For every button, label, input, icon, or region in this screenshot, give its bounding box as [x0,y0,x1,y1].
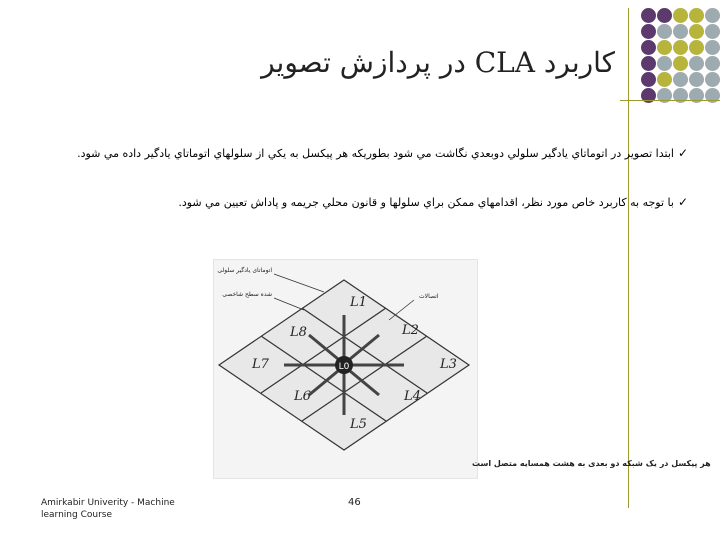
decorative-dot [657,56,672,71]
label-connections: اتصالات [419,293,439,300]
bullet-1 [28,143,688,164]
bullet-2-text: با توجه به کاربرد خاص مورد نظر، اقدامهاي ممکن براي سلولها و قانون محلي جريمه و پاداش تعيين مي شود. [178,196,674,209]
checkmark-icon: ✓ [677,146,688,160]
cell-label-l3: L3 [440,357,457,372]
callout-right [389,300,414,320]
cell-label-l6: L6 [294,389,311,404]
decorative-dot [673,24,688,39]
decorative-dot [657,24,672,39]
decorative-dot [673,56,688,71]
decorative-dot [689,24,704,39]
footer-course: Amirkabir Univerity - Machine learning Course [41,498,175,520]
decorative-horizontal-line [620,100,720,101]
cla-grid-diagram [214,260,711,478]
figure-caption: هر پیکسل در یک شبکه دو بعدی به هشت همسایه متصل است [472,459,711,468]
slide-title: کاربرد CLA در پردازش تصویر [261,46,615,79]
decorative-dot [705,56,720,71]
cell-label-l8: L8 [290,325,307,340]
cell-label-l2: L2 [402,323,419,338]
decorative-dot [673,40,688,55]
decorative-dot [641,8,656,23]
decorative-vertical-line [628,8,629,508]
bullet-2 [28,192,688,213]
decorative-dot [673,72,688,87]
cell-label-l1: L1 [350,295,367,310]
callout-top [274,274,324,292]
decorative-dot [689,56,704,71]
decorative-dot [689,8,704,23]
decorative-dot [657,40,672,55]
callout-mid [274,298,304,310]
label-surface: شده سطح شاخصی [222,291,272,298]
cell-label-l7: L7 [252,357,269,372]
decorative-dot [689,72,704,87]
decorative-dot [657,8,672,23]
decorative-dot [641,72,656,87]
cell-label-l5: L5 [350,417,367,432]
decorative-dot [689,40,704,55]
checkmark-icon: ✓ [677,195,688,209]
decorative-dot [673,8,688,23]
decorative-dot [705,24,720,39]
decorative-dot [641,56,656,71]
cla-grid-figure [213,259,711,479]
cell-label-l4: L4 [404,389,421,404]
center-cell-label: L0 [338,362,350,372]
page-number: 46 [348,497,361,508]
decorative-dot [705,40,720,55]
bullet-1-text: ابتدا تصویر در اتوماتاي يادگير سلولي دوبعدي نگاشت مي شود بطوريکه هر پيکسل به يکي از سلولهاي اتوماتاي يادگير داده مي شود. [77,147,674,160]
decorative-dot [657,72,672,87]
decorative-dot [641,40,656,55]
decorative-dot [705,8,720,23]
decorative-dot [641,24,656,39]
label-cellular-automata: اتوماتای یادگیر سلولی [217,267,272,274]
decorative-dot [705,72,720,87]
